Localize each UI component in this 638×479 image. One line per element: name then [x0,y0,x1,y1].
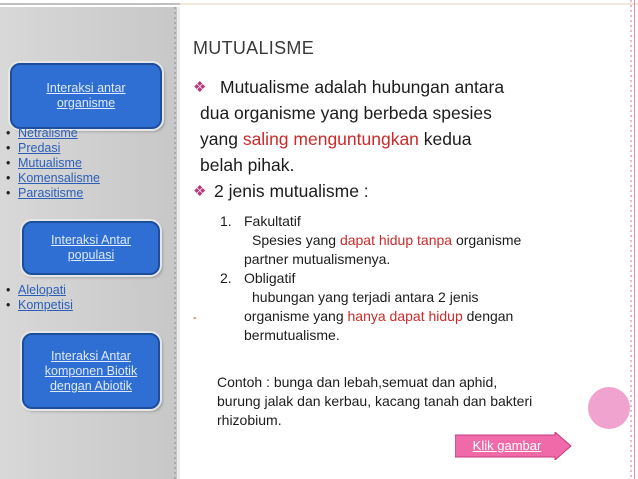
type-1-number: 1. [220,213,232,229]
button-label-line2: organisme [56,96,116,110]
right-border-line [634,0,635,479]
definition-line3: yang saling menguntungkan kedua [200,129,472,149]
sidebar-dotted-divider [174,7,176,479]
mutualisme-definition [220,74,504,100]
klik-gambar-label: Klik gambar [472,438,542,453]
mutualisme-definition-cont [200,100,492,178]
type-2-number: 2. [220,270,232,286]
interaksi-antar-organisme-button[interactable] [10,63,162,129]
pink-circle-decoration [588,387,630,429]
type-2-desc-line2: organisme yang hanya dapat hidup dengan [244,308,514,324]
sidebar [0,7,180,479]
slide-title: MUTUALISME [193,38,315,58]
sidebar-edge [177,7,180,479]
diamond-bullet-icon: ❖ [193,79,207,96]
interaksi-antar-populasi-button[interactable] [22,221,160,275]
diamond-bullet-icon: ❖ [193,183,207,200]
type-2-desc-line3: bermutualisme. [244,327,340,343]
type-1-desc-line2: partner mutualismenya. [244,251,391,267]
saling-menguntungkan-highlight: saling menguntungkan [242,129,419,149]
button-label-line2: populasi [67,248,115,262]
right-dotted-border [630,0,632,479]
button-label-line1: Interaksi antar [46,81,126,95]
klik-gambar-button[interactable] [455,432,573,460]
link-komensalisme[interactable]: • Komensalisme [6,171,100,185]
button-label-line3: dengan Abiotik [49,378,132,393]
link-parasitisme[interactable]: • Parasitisme [6,186,84,200]
definition-line2: dua organisme yang berbeda spesies [200,103,492,123]
example-line2: burung jalak dan kerbau, kacang tanah dan bakteri [217,393,533,409]
button-label-line1: Interaksi Antar [51,348,131,363]
stray-dash: - [193,312,197,324]
type-2-desc-line1: hubungan yang terjadi antara 2 jenis [252,289,479,305]
example-line3: rhizobium. [217,412,282,428]
jenis-mutualisme-heading: 2 jenis mutualisme : [214,181,369,201]
link-kompetisi[interactable]: • Kompetisi [6,298,73,312]
populasi-link-list [6,283,73,313]
type-2-name: Obligatif [244,270,296,286]
example-line1: Contoh : bunga dan lebah,semuat dan aphid, [217,374,498,390]
link-netralisme[interactable]: • Netralisme [6,126,78,140]
link-alelopati[interactable]: • Alelopati [6,283,66,297]
definition-line4: belah pihak. [200,155,295,175]
dapat-hidup-tanpa-highlight: dapat hidup tanpa [339,232,453,248]
interaksi-biotik-abiotik-button[interactable] [22,333,160,409]
button-label-line2: komponen Biotik [44,363,138,378]
type-1-name: Fakultatif [244,213,301,229]
organisme-link-list [6,126,100,201]
definition-line1: Mutualisme adalah hubungan antara [220,77,505,97]
button-label-line1: Interaksi Antar [51,233,131,247]
hanya-dapat-hidup-highlight: hanya dapat hidup [347,308,463,324]
link-mutualisme[interactable]: • Mutualisme [6,156,82,170]
type-1-desc-line1: Spesies yang dapat hidup tanpa organisme [252,232,522,248]
link-predasi[interactable]: • Predasi [6,141,61,155]
